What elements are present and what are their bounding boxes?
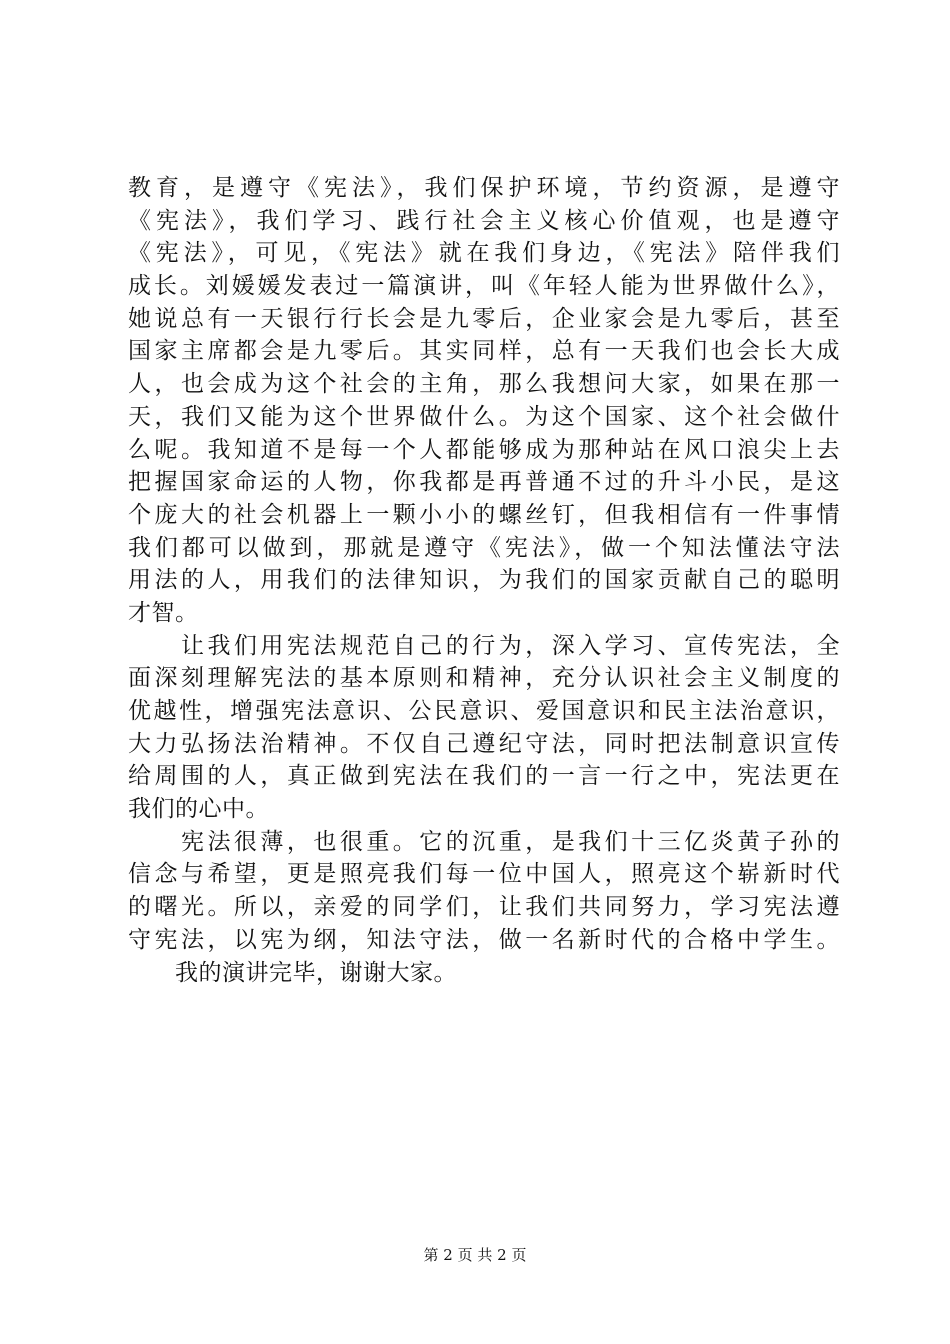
text-line: 我们都可以做到，那就是遵守《宪法》，做一个知法懂法守法 — [128, 534, 840, 561]
text-line: 我们的心中。 — [128, 796, 269, 823]
text-line: 么呢。我知道不是每一个人都能够成为那种站在风口浪尖上去 — [128, 436, 840, 463]
text-line: 优越性，增强宪法意识、公民意识、爱国意识和民主法治意识， — [128, 698, 840, 724]
text-line: 让我们用宪法规范自己的行为，深入学习、宣传宪法，全 — [128, 632, 840, 659]
text-line: 《宪法》，可见，《宪法》就在我们身边，《宪法》陪伴我们 — [128, 240, 840, 267]
text-line: 成长。刘媛媛发表过一篇演讲，叫《年轻人能为世界做什么》， — [128, 273, 840, 300]
text-line: 给周围的人，真正做到宪法在我们的一言一行之中，宪法更在 — [128, 763, 840, 790]
speech-body — [128, 172, 840, 989]
text-line: 大力弘扬法治精神。不仅自己遵纪守法，同时把法制意识宣传 — [128, 730, 840, 757]
text-line: 个庞大的社会机器上一颗小小的螺丝钉，但我相信有一件事情 — [128, 501, 840, 528]
text-line: 用法的人，用我们的法律知识，为我们的国家贡献自己的聪明 — [128, 567, 840, 594]
text-line: 守宪法，以宪为纲，知法守法，做一名新时代的合格中学生。 — [128, 926, 840, 953]
text-line: 面深刻理解宪法的基本原则和精神，充分认识社会主义制度的 — [128, 665, 840, 692]
text-line: 信念与希望，更是照亮我们每一位中国人，照亮这个崭新时代 — [128, 861, 840, 888]
text-line: 天，我们又能为这个世界做什么。为这个国家、这个社会做什 — [128, 403, 840, 430]
text-line: 人，也会成为这个社会的主角，那么我想问大家，如果在那一 — [128, 371, 840, 398]
text-line: 宪法很薄，也很重。它的沉重，是我们十三亿炎黄子孙的 — [128, 828, 840, 855]
page-footer: 第 2 页 共 2 页 — [423, 1246, 527, 1264]
text-line: 她说总有一天银行行长会是九零后，企业家会是九零后，甚至 — [128, 305, 840, 332]
text-line: 教育，是遵守《宪法》，我们保护环境，节约资源，是遵守 — [128, 175, 840, 201]
text-line: 才智。 — [128, 599, 199, 626]
text-line: 的曙光。所以，亲爱的同学们，让我们共同努力，学习宪法遵 — [128, 894, 840, 921]
text-line: 把握国家命运的人物，你我都是再普通不过的升斗小民，是这 — [128, 469, 840, 496]
text-line: 国家主席都会是九零后。其实同样，总有一天我们也会长大成 — [128, 338, 840, 365]
text-line: 我的演讲完毕，谢谢大家。 — [128, 959, 457, 986]
text-line: 《宪法》，我们学习、践行社会主义核心价值观，也是遵守 — [128, 207, 840, 234]
